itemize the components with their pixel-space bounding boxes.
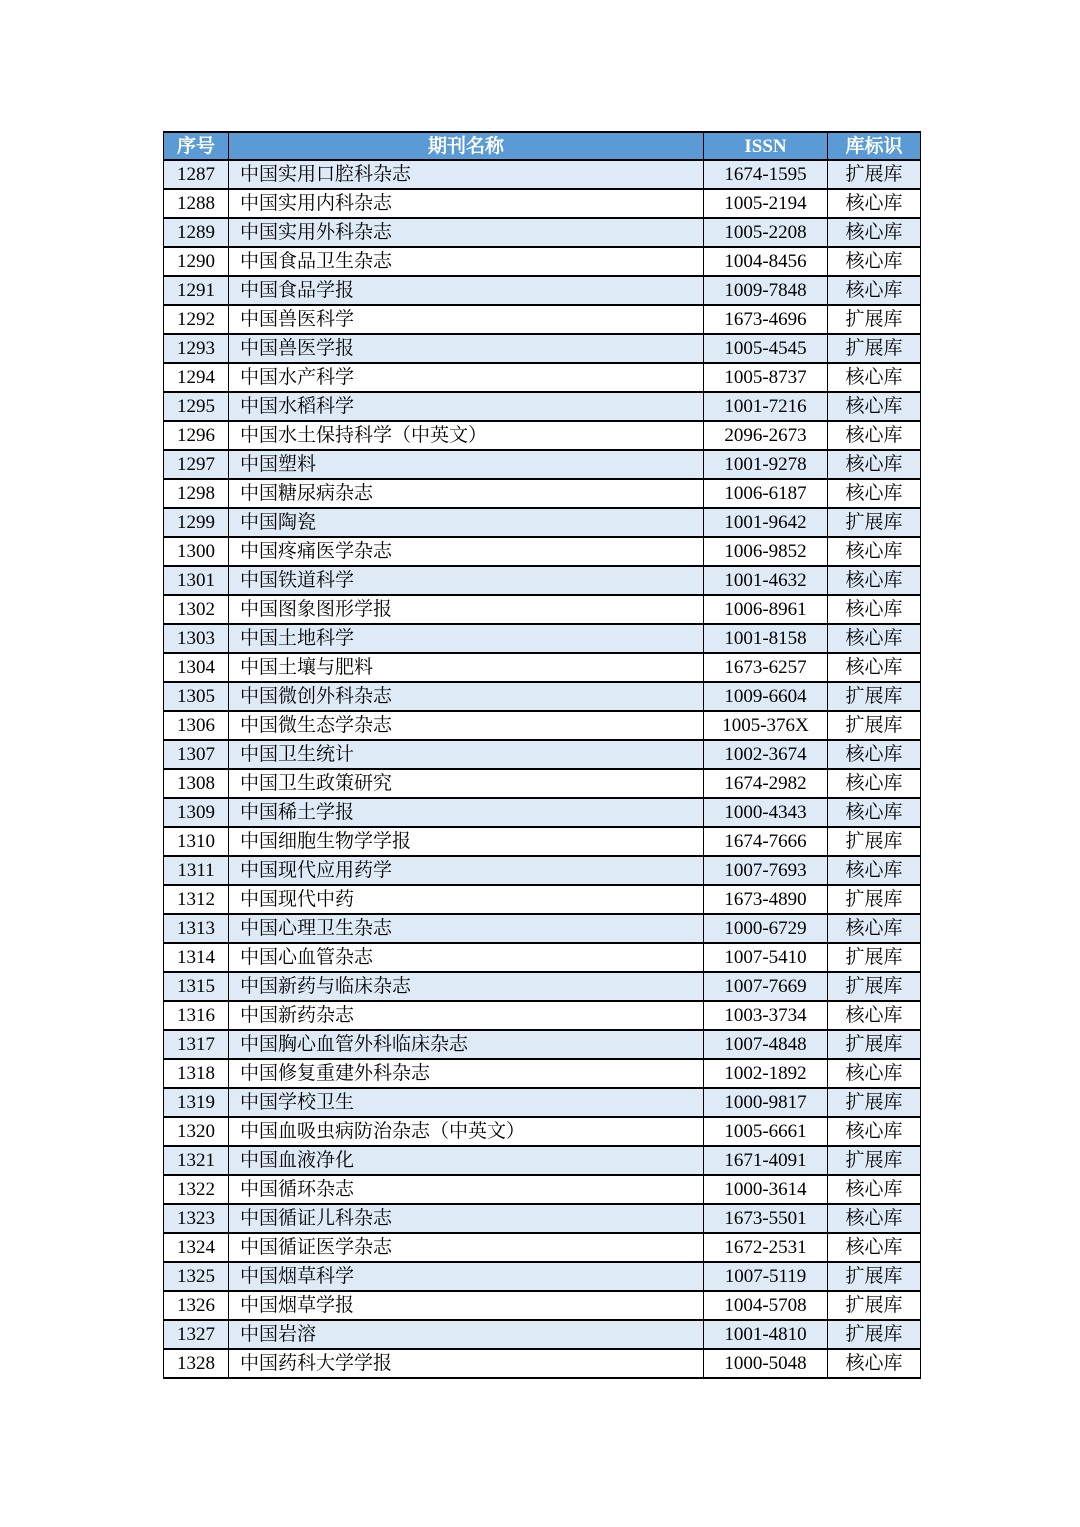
cell-serial: 1310: [164, 827, 229, 856]
header-journal-name: 期刊名称: [229, 132, 704, 160]
cell-journal-name: 中国胸心血管外科临床杂志: [229, 1030, 704, 1059]
cell-db-label: 扩展库: [828, 1146, 921, 1175]
cell-serial: 1297: [164, 450, 229, 479]
cell-serial: 1317: [164, 1030, 229, 1059]
cell-issn: 1000-9817: [704, 1088, 828, 1117]
cell-journal-name: 中国烟草科学: [229, 1262, 704, 1291]
cell-issn: 1001-9642: [704, 508, 828, 537]
cell-journal-name: 中国现代中药: [229, 885, 704, 914]
cell-issn: 1005-8737: [704, 363, 828, 392]
cell-db-label: 核心库: [828, 769, 921, 798]
cell-db-label: 核心库: [828, 247, 921, 276]
cell-db-label: 核心库: [828, 1059, 921, 1088]
cell-serial: 1290: [164, 247, 229, 276]
table-row: [164, 1233, 921, 1262]
cell-journal-name: 中国稀土学报: [229, 798, 704, 827]
cell-db-label: 核心库: [828, 1204, 921, 1233]
cell-db-label: 核心库: [828, 1175, 921, 1204]
cell-db-label: 核心库: [828, 276, 921, 305]
cell-journal-name: 中国修复重建外科杂志: [229, 1059, 704, 1088]
cell-journal-name: 中国实用口腔科杂志: [229, 160, 704, 189]
cell-db-label: 核心库: [828, 189, 921, 218]
cell-serial: 1303: [164, 624, 229, 653]
cell-journal-name: 中国实用内科杂志: [229, 189, 704, 218]
cell-serial: 1322: [164, 1175, 229, 1204]
table-row: [164, 363, 921, 392]
table-row: [164, 1117, 921, 1146]
cell-journal-name: 中国微创外科杂志: [229, 682, 704, 711]
cell-journal-name: 中国烟草学报: [229, 1291, 704, 1320]
cell-db-label: 扩展库: [828, 1030, 921, 1059]
cell-journal-name: 中国循证医学杂志: [229, 1233, 704, 1262]
cell-journal-name: 中国实用外科杂志: [229, 218, 704, 247]
cell-serial: 1327: [164, 1320, 229, 1349]
table-row: [164, 1349, 921, 1378]
table-row: [164, 798, 921, 827]
table-row: [164, 508, 921, 537]
cell-journal-name: 中国心理卫生杂志: [229, 914, 704, 943]
cell-issn: 1673-6257: [704, 653, 828, 682]
cell-journal-name: 中国细胞生物学学报: [229, 827, 704, 856]
cell-serial: 1320: [164, 1117, 229, 1146]
cell-serial: 1292: [164, 305, 229, 334]
table-row: [164, 914, 921, 943]
table-row: [164, 450, 921, 479]
cell-db-label: 核心库: [828, 450, 921, 479]
cell-journal-name: 中国岩溶: [229, 1320, 704, 1349]
cell-serial: 1314: [164, 943, 229, 972]
table-row: [164, 1262, 921, 1291]
cell-journal-name: 中国图象图形学报: [229, 595, 704, 624]
journal-table: [163, 131, 921, 1379]
cell-serial: 1307: [164, 740, 229, 769]
cell-issn: 1007-5119: [704, 1262, 828, 1291]
table-row: [164, 1146, 921, 1175]
header-issn: ISSN: [704, 132, 828, 160]
cell-db-label: 扩展库: [828, 1262, 921, 1291]
table-row: [164, 769, 921, 798]
cell-journal-name: 中国食品学报: [229, 276, 704, 305]
cell-journal-name: 中国水土保持科学（中英文）: [229, 421, 704, 450]
table-row: [164, 1030, 921, 1059]
cell-serial: 1326: [164, 1291, 229, 1320]
cell-journal-name: 中国新药与临床杂志: [229, 972, 704, 1001]
cell-issn: 1673-5501: [704, 1204, 828, 1233]
cell-serial: 1316: [164, 1001, 229, 1030]
cell-issn: 1000-4343: [704, 798, 828, 827]
cell-serial: 1293: [164, 334, 229, 363]
cell-db-label: 扩展库: [828, 305, 921, 334]
header-row: [164, 132, 921, 160]
table-row: [164, 1175, 921, 1204]
cell-journal-name: 中国卫生统计: [229, 740, 704, 769]
table-row: [164, 160, 921, 189]
cell-db-label: 核心库: [828, 1117, 921, 1146]
cell-journal-name: 中国新药杂志: [229, 1001, 704, 1030]
cell-issn: 1001-4810: [704, 1320, 828, 1349]
cell-issn: 1007-4848: [704, 1030, 828, 1059]
cell-issn: 1009-7848: [704, 276, 828, 305]
table-row: [164, 1204, 921, 1233]
table-row: [164, 1320, 921, 1349]
cell-journal-name: 中国微生态学杂志: [229, 711, 704, 740]
cell-serial: 1298: [164, 479, 229, 508]
cell-db-label: 核心库: [828, 537, 921, 566]
cell-db-label: 核心库: [828, 218, 921, 247]
cell-db-label: 核心库: [828, 392, 921, 421]
cell-issn: 1004-8456: [704, 247, 828, 276]
cell-issn: 1001-8158: [704, 624, 828, 653]
cell-issn: 1005-2208: [704, 218, 828, 247]
cell-serial: 1304: [164, 653, 229, 682]
header-db-label: 库标识: [828, 132, 921, 160]
cell-journal-name: 中国心血管杂志: [229, 943, 704, 972]
cell-serial: 1299: [164, 508, 229, 537]
table-row: [164, 392, 921, 421]
cell-issn: 1003-3734: [704, 1001, 828, 1030]
cell-issn: 1005-2194: [704, 189, 828, 218]
cell-db-label: 扩展库: [828, 334, 921, 363]
journal-table-body: [164, 160, 921, 1378]
cell-db-label: 核心库: [828, 914, 921, 943]
cell-issn: 1001-7216: [704, 392, 828, 421]
cell-serial: 1315: [164, 972, 229, 1001]
cell-issn: 1000-3614: [704, 1175, 828, 1204]
cell-db-label: 扩展库: [828, 1320, 921, 1349]
cell-issn: 1000-5048: [704, 1349, 828, 1378]
cell-serial: 1296: [164, 421, 229, 450]
cell-db-label: 核心库: [828, 798, 921, 827]
cell-journal-name: 中国现代应用药学: [229, 856, 704, 885]
cell-journal-name: 中国学校卫生: [229, 1088, 704, 1117]
table-row: [164, 334, 921, 363]
table-row: [164, 943, 921, 972]
cell-serial: 1308: [164, 769, 229, 798]
cell-db-label: 扩展库: [828, 943, 921, 972]
cell-issn: 2096-2673: [704, 421, 828, 450]
cell-serial: 1301: [164, 566, 229, 595]
cell-issn: 1673-4890: [704, 885, 828, 914]
cell-issn: 1674-7666: [704, 827, 828, 856]
cell-journal-name: 中国药科大学学报: [229, 1349, 704, 1378]
cell-issn: 1004-5708: [704, 1291, 828, 1320]
cell-db-label: 核心库: [828, 479, 921, 508]
cell-journal-name: 中国兽医学报: [229, 334, 704, 363]
table-row: [164, 972, 921, 1001]
cell-serial: 1323: [164, 1204, 229, 1233]
cell-db-label: 扩展库: [828, 972, 921, 1001]
cell-journal-name: 中国糖尿病杂志: [229, 479, 704, 508]
cell-db-label: 扩展库: [828, 827, 921, 856]
cell-issn: 1002-1892: [704, 1059, 828, 1088]
cell-db-label: 核心库: [828, 1349, 921, 1378]
cell-serial: 1328: [164, 1349, 229, 1378]
cell-db-label: 扩展库: [828, 885, 921, 914]
table-row: [164, 566, 921, 595]
header-serial: 序号: [164, 132, 229, 160]
cell-db-label: 核心库: [828, 566, 921, 595]
cell-serial: 1325: [164, 1262, 229, 1291]
cell-serial: 1318: [164, 1059, 229, 1088]
cell-serial: 1321: [164, 1146, 229, 1175]
cell-serial: 1312: [164, 885, 229, 914]
table-row: [164, 856, 921, 885]
cell-issn: 1001-4632: [704, 566, 828, 595]
table-row: [164, 740, 921, 769]
cell-db-label: 核心库: [828, 740, 921, 769]
table-row: [164, 624, 921, 653]
table-row: [164, 711, 921, 740]
cell-journal-name: 中国卫生政策研究: [229, 769, 704, 798]
cell-issn: 1005-376X: [704, 711, 828, 740]
cell-serial: 1291: [164, 276, 229, 305]
cell-issn: 1006-8961: [704, 595, 828, 624]
cell-issn: 1006-9852: [704, 537, 828, 566]
cell-issn: 1674-1595: [704, 160, 828, 189]
cell-journal-name: 中国血液净化: [229, 1146, 704, 1175]
cell-journal-name: 中国水稻科学: [229, 392, 704, 421]
cell-db-label: 扩展库: [828, 711, 921, 740]
cell-db-label: 核心库: [828, 856, 921, 885]
cell-serial: 1295: [164, 392, 229, 421]
table-row: [164, 421, 921, 450]
cell-serial: 1306: [164, 711, 229, 740]
cell-db-label: 扩展库: [828, 682, 921, 711]
table-row: [164, 827, 921, 856]
cell-db-label: 核心库: [828, 421, 921, 450]
cell-journal-name: 中国兽医科学: [229, 305, 704, 334]
cell-serial: 1313: [164, 914, 229, 943]
cell-journal-name: 中国循环杂志: [229, 1175, 704, 1204]
cell-journal-name: 中国土壤与肥料: [229, 653, 704, 682]
cell-db-label: 核心库: [828, 595, 921, 624]
cell-issn: 1002-3674: [704, 740, 828, 769]
cell-issn: 1000-6729: [704, 914, 828, 943]
cell-journal-name: 中国疼痛医学杂志: [229, 537, 704, 566]
cell-journal-name: 中国血吸虫病防治杂志（中英文）: [229, 1117, 704, 1146]
cell-journal-name: 中国食品卫生杂志: [229, 247, 704, 276]
table-row: [164, 682, 921, 711]
table-row: [164, 1088, 921, 1117]
cell-journal-name: 中国陶瓷: [229, 508, 704, 537]
cell-issn: 1006-6187: [704, 479, 828, 508]
cell-serial: 1311: [164, 856, 229, 885]
cell-db-label: 核心库: [828, 624, 921, 653]
cell-issn: 1007-7669: [704, 972, 828, 1001]
cell-issn: 1671-4091: [704, 1146, 828, 1175]
cell-issn: 1005-4545: [704, 334, 828, 363]
cell-issn: 1009-6604: [704, 682, 828, 711]
cell-journal-name: 中国铁道科学: [229, 566, 704, 595]
table-row: [164, 305, 921, 334]
cell-serial: 1287: [164, 160, 229, 189]
table-row: [164, 595, 921, 624]
cell-issn: 1673-4696: [704, 305, 828, 334]
cell-journal-name: 中国水产科学: [229, 363, 704, 392]
cell-db-label: 扩展库: [828, 508, 921, 537]
cell-serial: 1294: [164, 363, 229, 392]
cell-db-label: 核心库: [828, 1233, 921, 1262]
cell-serial: 1302: [164, 595, 229, 624]
cell-db-label: 核心库: [828, 653, 921, 682]
table-row: [164, 218, 921, 247]
cell-issn: 1672-2531: [704, 1233, 828, 1262]
cell-serial: 1305: [164, 682, 229, 711]
cell-journal-name: 中国土地科学: [229, 624, 704, 653]
table-row: [164, 276, 921, 305]
table-row: [164, 1059, 921, 1088]
cell-issn: 1674-2982: [704, 769, 828, 798]
cell-issn: 1007-5410: [704, 943, 828, 972]
cell-db-label: 核心库: [828, 363, 921, 392]
cell-db-label: 扩展库: [828, 1088, 921, 1117]
cell-db-label: 扩展库: [828, 1291, 921, 1320]
cell-journal-name: 中国塑料: [229, 450, 704, 479]
table-row: [164, 537, 921, 566]
cell-issn: 1007-7693: [704, 856, 828, 885]
cell-serial: 1324: [164, 1233, 229, 1262]
cell-serial: 1289: [164, 218, 229, 247]
table-row: [164, 479, 921, 508]
cell-serial: 1300: [164, 537, 229, 566]
cell-db-label: 扩展库: [828, 160, 921, 189]
cell-issn: 1005-6661: [704, 1117, 828, 1146]
table-row: [164, 885, 921, 914]
cell-issn: 1001-9278: [704, 450, 828, 479]
cell-db-label: 核心库: [828, 1001, 921, 1030]
table-row: [164, 189, 921, 218]
table-row: [164, 1001, 921, 1030]
cell-serial: 1309: [164, 798, 229, 827]
cell-serial: 1319: [164, 1088, 229, 1117]
table-row: [164, 1291, 921, 1320]
cell-journal-name: 中国循证儿科杂志: [229, 1204, 704, 1233]
cell-serial: 1288: [164, 189, 229, 218]
table-row: [164, 653, 921, 682]
table-row: [164, 247, 921, 276]
